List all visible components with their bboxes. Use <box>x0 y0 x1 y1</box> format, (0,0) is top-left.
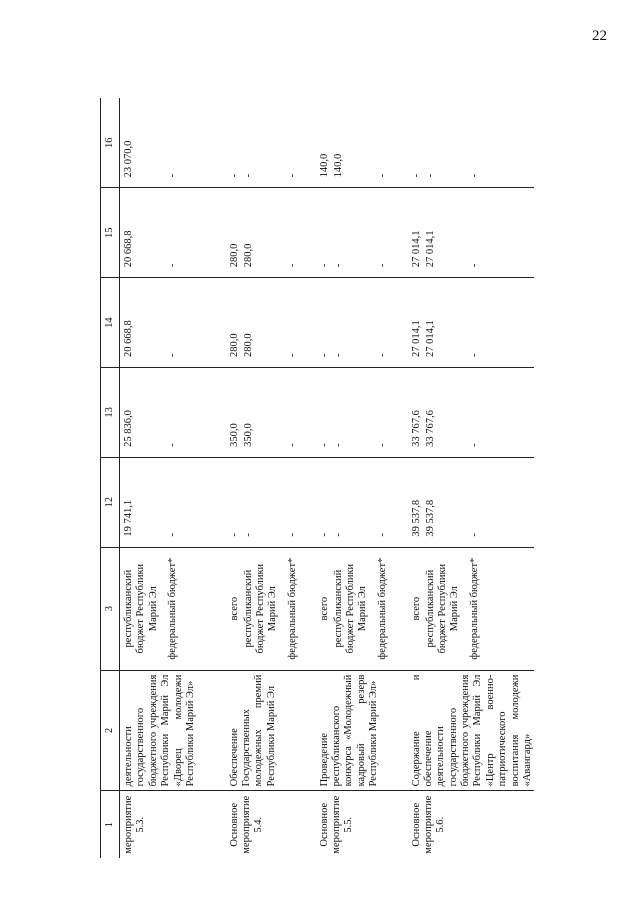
value: - <box>410 173 422 178</box>
value: - <box>424 173 436 178</box>
value: 280,0 <box>242 333 254 358</box>
value: - <box>286 353 298 358</box>
table-row <box>316 98 408 858</box>
value: - <box>468 173 480 178</box>
value-cell-col14 <box>226 278 316 368</box>
value: - <box>376 353 388 358</box>
activity-name-cell: деятельности государственного бюджетного учреждения Республики Марий Эл «Дворец молодежи Республики Марий Эл» <box>120 670 226 791</box>
value: 280,0 <box>228 333 240 358</box>
value: - <box>167 533 178 537</box>
value: - <box>242 173 254 178</box>
value: 27 014,1 <box>424 230 436 268</box>
value-cell-col13 <box>316 368 408 458</box>
header-row <box>101 98 120 858</box>
value-cell-col16 <box>120 98 226 188</box>
funding-source-cell <box>120 547 226 670</box>
value: - <box>332 533 344 537</box>
rotated-table-container <box>100 98 620 858</box>
value: 280,0 <box>242 243 254 268</box>
value: - <box>167 263 178 268</box>
col-header: 1 <box>101 791 120 858</box>
funding-source-cell <box>316 547 408 670</box>
value-cell-col13 <box>408 368 535 458</box>
value-cell-col12 <box>316 457 408 547</box>
funding-source-label: республиканский бюджет Республики Марий Эл <box>242 563 279 654</box>
value: - <box>376 173 388 178</box>
value: - <box>376 533 388 537</box>
value: 140,0 <box>332 153 344 178</box>
col-header: 14 <box>101 278 120 368</box>
col-header: 15 <box>101 188 120 278</box>
table-row <box>120 98 226 858</box>
funding-source-label: всего <box>318 596 330 621</box>
value: - <box>318 533 330 537</box>
value-cell-col15 <box>120 188 226 278</box>
activity-name-cell: Содержание и обеспечение деятельности государственного бюджетного учреждения Республики Марий Эл «Центр военно-патриотического воспитания молодежи «Авангард» <box>408 670 535 791</box>
value: - <box>167 443 178 447</box>
col-header: 13 <box>101 368 120 458</box>
funding-source-cell <box>226 547 316 670</box>
col-header: 12 <box>101 457 120 547</box>
value: - <box>228 173 240 178</box>
value: - <box>468 353 480 358</box>
value-cell-col16 <box>226 98 316 188</box>
value: 23 070,0 <box>123 140 134 178</box>
value: - <box>468 263 480 268</box>
activity-number-cell: Основное мероприятие 5.5. <box>318 795 355 854</box>
activity-name-cell: Проведение республиканского конкурса «Молодежный кадровый резерв Республики Марий Эл» <box>316 670 408 791</box>
value-cell-col13 <box>226 368 316 458</box>
col-header: 2 <box>101 670 120 791</box>
value-cell-col12 <box>226 457 316 547</box>
value-cell-col13 <box>120 368 226 458</box>
value: - <box>332 263 344 268</box>
value-cell-col16 <box>316 98 408 188</box>
activity-number-cell: Основное мероприятие 5.6. <box>410 795 447 854</box>
value: - <box>468 443 480 447</box>
funding-source-label: республиканский бюджет Республики Марий Эл <box>123 563 159 654</box>
value: 350,0 <box>228 423 240 447</box>
value-cell-col15 <box>408 188 535 278</box>
value: 19 741,1 <box>123 499 134 537</box>
page-number: 22 <box>592 28 607 44</box>
value: - <box>318 263 330 268</box>
funding-source-label: республиканский бюджет Республики Марий Эл <box>332 563 369 654</box>
funding-source-label: федеральный бюджет* <box>167 557 178 660</box>
funding-source-label: федеральный бюджет* <box>468 557 480 660</box>
value: 39 537,8 <box>410 499 422 537</box>
col-header: 16 <box>101 98 120 188</box>
col-header: 3 <box>101 547 120 670</box>
value: 27 014,1 <box>410 320 422 358</box>
value: 33 767,6 <box>410 410 422 447</box>
value: 25 836,0 <box>123 410 134 447</box>
value: 140,0 <box>318 153 330 178</box>
value-cell-col12 <box>408 457 535 547</box>
table-row <box>226 98 316 858</box>
value: - <box>318 443 330 447</box>
funding-source-label: республиканский бюджет Республики Марий Эл <box>424 563 461 654</box>
value-cell-col14 <box>120 278 226 368</box>
value-cell-col14 <box>316 278 408 368</box>
value-cell-col15 <box>316 188 408 278</box>
value: - <box>468 533 480 537</box>
value: 20 668,8 <box>123 320 134 358</box>
value: - <box>167 173 178 178</box>
value: 39 537,8 <box>424 499 436 537</box>
value: 33 767,6 <box>424 410 436 447</box>
value: - <box>318 353 330 358</box>
value: - <box>286 173 298 178</box>
value: 350,0 <box>242 423 254 447</box>
funding-source-label: всего <box>410 596 422 621</box>
value: - <box>332 443 344 447</box>
budget-table <box>100 98 534 858</box>
value-cell-col12 <box>120 457 226 547</box>
value: - <box>286 263 298 268</box>
activity-number-cell: мероприятие 5.3. <box>123 795 147 854</box>
value-cell-col16 <box>408 98 535 188</box>
value: - <box>228 533 240 537</box>
funding-source-cell <box>408 547 535 670</box>
funding-source-label: федеральный бюджет* <box>376 557 388 660</box>
value-cell-col14 <box>408 278 535 368</box>
value: 27 014,1 <box>410 230 422 268</box>
value: 280,0 <box>228 243 240 268</box>
value: - <box>376 443 388 447</box>
value: - <box>167 353 178 358</box>
value-cell-col15 <box>226 188 316 278</box>
activity-number-cell: Основное мероприятие 5.4. <box>228 795 265 854</box>
value: 27 014,1 <box>424 320 436 358</box>
value: - <box>376 263 388 268</box>
value: - <box>286 443 298 447</box>
table-row <box>408 98 535 858</box>
funding-source-label: всего <box>228 596 240 621</box>
value: - <box>332 353 344 358</box>
activity-name-cell: Обеспечение Государственных молодежных премий Республики Марий Эл <box>226 670 316 791</box>
funding-source-label: федеральный бюджет* <box>286 557 298 660</box>
value: - <box>286 533 298 537</box>
value: - <box>242 533 254 537</box>
value: 20 668,8 <box>123 230 134 268</box>
